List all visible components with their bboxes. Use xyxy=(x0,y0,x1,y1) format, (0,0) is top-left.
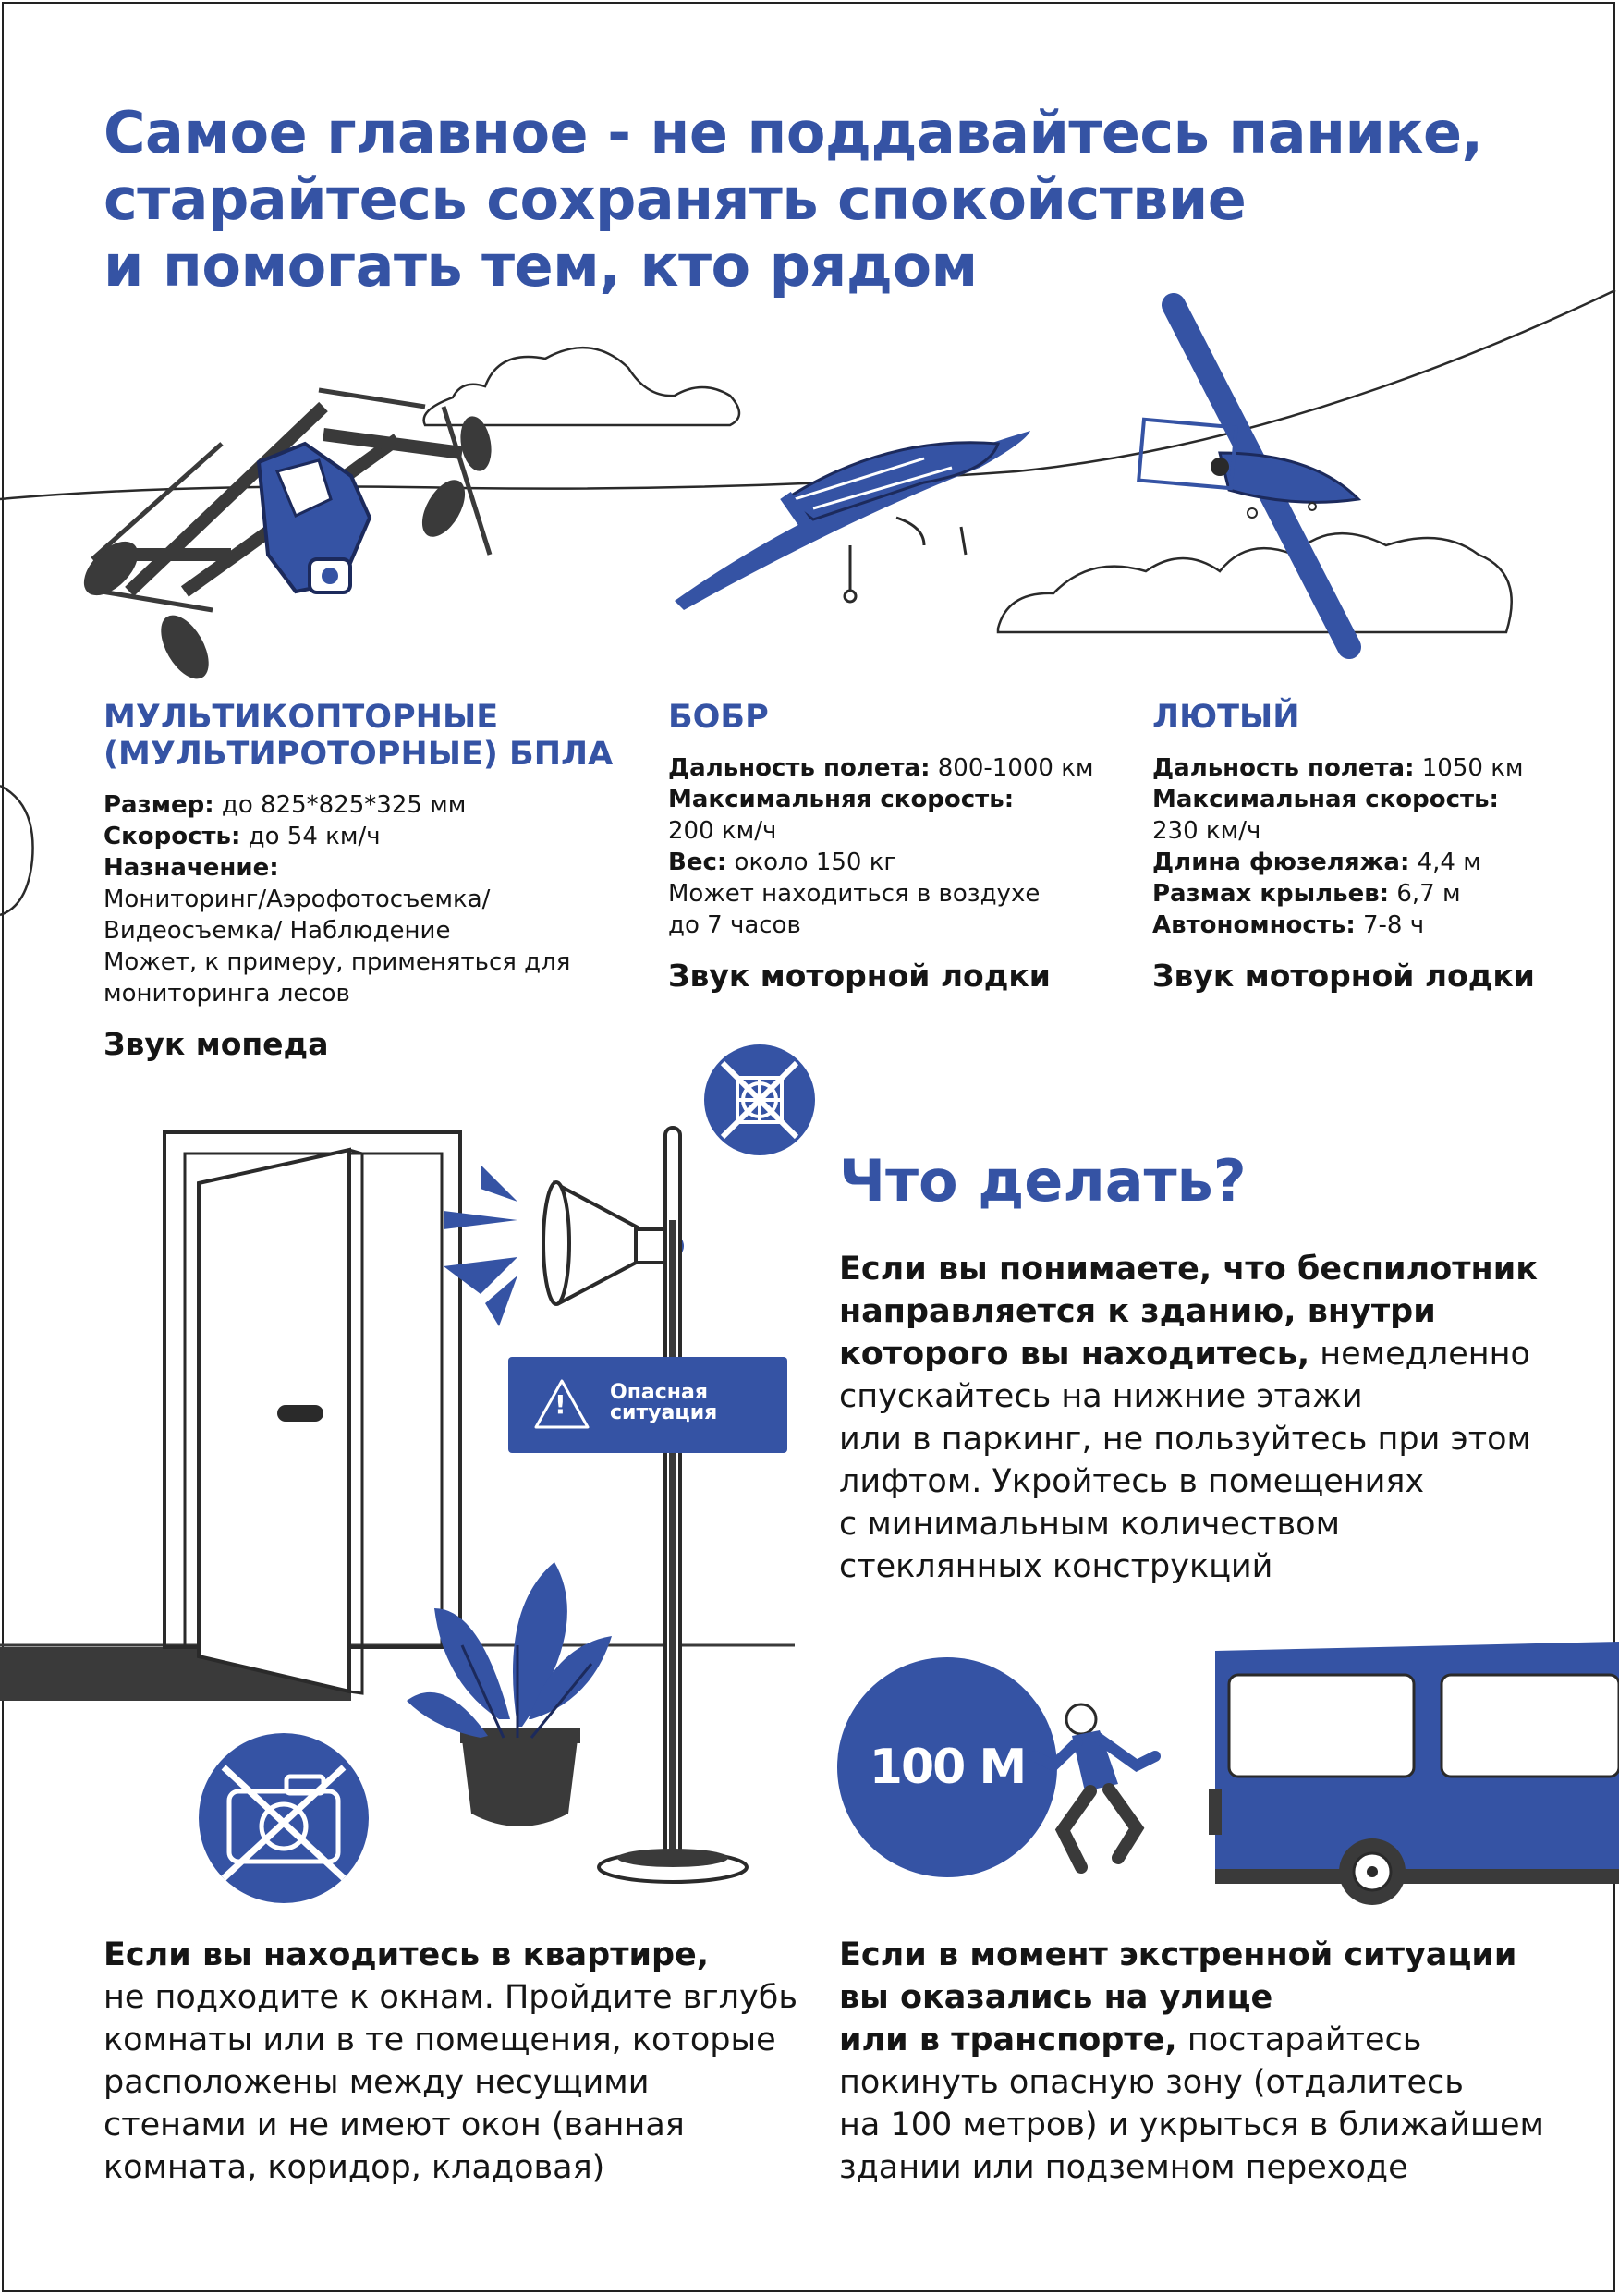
apartment-line-2: не подходите к окнам. Пройдите вглубь xyxy=(103,1979,797,2016)
apartment-line-4: расположены между несущими xyxy=(103,2064,650,2101)
what-line-5: или в паркинг, не пользуйтесь при этом xyxy=(839,1421,1531,1458)
apartment-line-6: комната, коридор, кладовая) xyxy=(103,2149,605,2186)
sign-line-2: ситуация xyxy=(610,1401,718,1424)
multicopter-purpose-2: Видеосъемка/ Наблюдение xyxy=(103,917,451,945)
multicopter-specs xyxy=(103,789,621,1009)
lyutiy-title: ЛЮТЫЙ xyxy=(1152,699,1300,736)
lyutiy-fuselage: Длина фюзеляжа: 4,4 м xyxy=(1152,849,1481,876)
lyutiy-sound: Звук моторной лодки xyxy=(1152,958,1535,994)
horizon-line xyxy=(0,290,1615,499)
danger-sign xyxy=(508,1357,787,1453)
multicopter-note-2: мониторинга лесов xyxy=(103,980,350,1008)
bus-icon xyxy=(1209,1642,1619,1905)
bobr-sound: Звук моторной лодки xyxy=(668,958,1051,994)
cloud-left xyxy=(424,348,739,425)
street-line-4: покинуть опасную зону (отдалитесь xyxy=(839,2064,1464,2101)
lyutiy-drone-icon xyxy=(1138,305,1358,647)
apartment-text xyxy=(103,1934,806,2189)
headline-line-3: и помогать тем, кто рядом xyxy=(103,232,978,299)
bobr-range: Дальность полета: 800-1000 км xyxy=(668,754,1094,782)
main-headline xyxy=(103,100,1545,299)
bobr-air-2: до 7 часов xyxy=(668,911,801,939)
lyutiy-range: Дальность полета: 1050 км xyxy=(1152,754,1524,782)
lyutiy-info xyxy=(1152,699,1587,995)
plant-pot xyxy=(462,1740,578,1826)
what-line-4: спускайтесь на нижние этажи xyxy=(839,1378,1363,1415)
bobr-maxspeed-label: Максимальняя скорость: xyxy=(668,786,1015,813)
bobr-specs xyxy=(668,752,1130,941)
street-line-6: здании или подземном переходе xyxy=(839,2149,1408,2186)
bobr-info xyxy=(668,699,1130,995)
multicopter-speed: Скорость: до 54 км/ч xyxy=(103,823,381,850)
bobr-drone-icon xyxy=(675,431,1030,610)
lyutiy-maxspeed-value: 230 км/ч xyxy=(1152,817,1261,845)
no-camera-icon xyxy=(196,1730,371,1906)
headline-line-2: старайтесь сохранять спокойствие xyxy=(103,165,1247,233)
what-to-do-title: Что делать? xyxy=(839,1147,1247,1215)
apartment-line-3: комнаты или в те помещения, которые xyxy=(103,2021,776,2058)
multicopter-purpose-label: Назначение: xyxy=(103,854,279,882)
bobr-air-1: Может находиться в воздухе xyxy=(668,880,1041,908)
multicopter-title-2: (МУЛЬТИРОТОРНЫЕ) БПЛА xyxy=(103,736,614,773)
multicopter-icon xyxy=(74,390,495,687)
bobr-weight: Вес: около 150 кг xyxy=(668,849,897,876)
plant-leaves xyxy=(407,1562,612,1738)
bobr-maxspeed-value: 200 км/ч xyxy=(668,817,777,845)
what-line-7: с минимальным количеством xyxy=(839,1506,1341,1543)
what-to-do-text xyxy=(839,1248,1578,1588)
indoor-scene xyxy=(0,1128,795,1867)
lyutiy-wingspan: Размах крыльев: 6,7 м xyxy=(1152,880,1461,908)
street-bold-1: Если в момент экстренной ситуации xyxy=(839,1936,1517,1973)
street-bold-2: вы оказались на улице xyxy=(839,1979,1273,2016)
headline-line-1: Самое главное - не поддавайтесь панике, xyxy=(103,99,1483,166)
multicopter-note-1: Может, к примеру, применяться для xyxy=(103,948,571,976)
warning-symbol: ! xyxy=(554,1389,566,1420)
left-edge-arc xyxy=(0,776,55,924)
what-line-3: которого вы находитесь, немедленно xyxy=(839,1336,1530,1373)
apartment-line-5: стенами и не имеют окон (ванная xyxy=(103,2107,685,2143)
lyutiy-specs xyxy=(1152,752,1587,941)
apartment-bold: Если вы находитесь в квартире, xyxy=(103,1936,710,1973)
lyutiy-autonomy: Автономность: 7-8 ч xyxy=(1152,911,1425,939)
what-line-6: лифтом. Укройтесь в помещениях xyxy=(839,1463,1425,1500)
street-text xyxy=(839,1934,1578,2189)
cloud-right xyxy=(998,533,1512,632)
multicopter-purpose-1: Мониторинг/Аэрофотосъемка/ xyxy=(103,885,491,913)
door-leaf xyxy=(199,1150,349,1691)
multicopter-title-1: МУЛЬТИКОПТОРНЫЕ xyxy=(103,699,499,736)
multicopter-size: Размер: до 825*825*325 мм xyxy=(103,791,467,819)
street-line-3: или в транспорте, постарайтесь xyxy=(839,2021,1422,2058)
multicopter-info xyxy=(103,699,621,1063)
door-handle xyxy=(277,1405,323,1422)
street-line-5: на 100 метров) и укрыться в ближайшем xyxy=(839,2107,1544,2143)
distance-badge-text: 100 М xyxy=(869,1740,1026,1795)
multicopter-sound: Звук мопеда xyxy=(103,1026,329,1062)
what-line-1: Если вы понимаете, что беспилотник xyxy=(839,1251,1538,1288)
sign-line-1: Опасная xyxy=(610,1381,708,1404)
lyutiy-maxspeed-label: Максимальная скорость: xyxy=(1152,786,1499,813)
running-person-icon xyxy=(1035,1704,1155,1867)
street-scene xyxy=(1044,1627,1617,1904)
what-line-8: стеклянных конструкций xyxy=(839,1548,1273,1585)
what-line-2: направляется к зданию, внутри xyxy=(839,1293,1436,1330)
bobr-title: БОБР xyxy=(668,699,769,736)
